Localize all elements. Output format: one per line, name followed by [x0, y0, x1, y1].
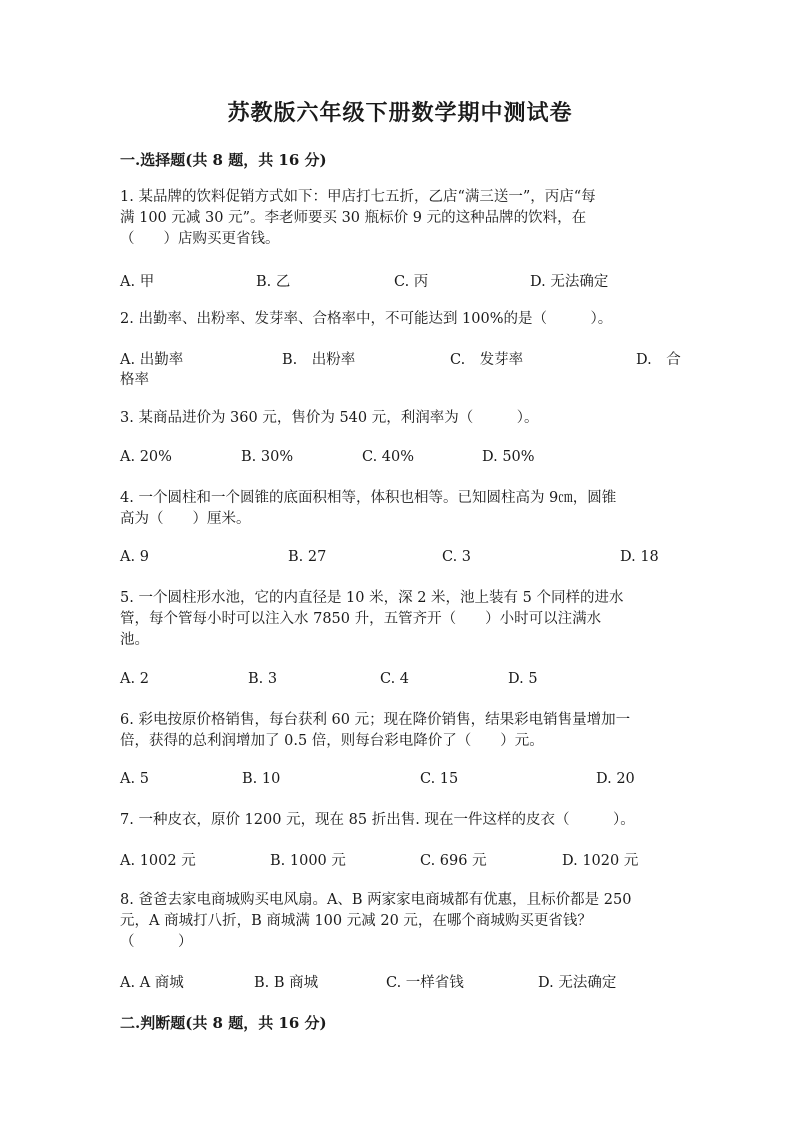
- options-5: [120, 671, 690, 693]
- option-d[interactable]: D. 20: [596, 771, 635, 787]
- question-4: [120, 488, 682, 530]
- section-heading-judgement: 二.判断题(共 8 题，共 16 分): [120, 1014, 327, 1032]
- page-title: 苏教版六年级下册数学期中测试卷: [227, 100, 573, 126]
- options-7: [120, 849, 690, 871]
- option-b[interactable]: B. 30%: [241, 449, 294, 465]
- options-6: [120, 771, 690, 793]
- option-a[interactable]: A. 2: [120, 671, 149, 687]
- options-2: [120, 348, 690, 370]
- option-d[interactable]: D. 合: [636, 352, 681, 368]
- question-line: （ ）: [120, 934, 193, 950]
- question-line: 池。: [120, 632, 149, 648]
- options-3: [120, 449, 690, 471]
- option-c[interactable]: C. 发芽率: [450, 352, 524, 368]
- option-c[interactable]: C. 4: [380, 671, 410, 687]
- question-7: [120, 810, 682, 831]
- option-d[interactable]: D. 1020 元: [562, 853, 639, 869]
- question-line: 元，A 商城打八折，B 商城满 100 元减 20 元，在哪个商城购买更省钱？: [120, 913, 592, 929]
- option-d[interactable]: D. 无法确定: [538, 975, 617, 991]
- question-8: [120, 890, 682, 953]
- question-6: [120, 710, 682, 752]
- option-b[interactable]: B. 10: [242, 771, 281, 787]
- option-c[interactable]: C. 696 元: [420, 853, 487, 869]
- question-line: 3. 某商品进价为 360 元，售价为 540 元，利润率为（ ）。: [120, 410, 539, 426]
- question-2: [120, 309, 682, 330]
- option-b[interactable]: B. 乙: [256, 274, 291, 290]
- option-d[interactable]: D. 50%: [482, 449, 535, 465]
- option-c[interactable]: C. 丙: [394, 274, 429, 290]
- question-1: [120, 187, 682, 250]
- question-line: 8. 爸爸去家电商城购买电风扇。A、B 两家家电商城都有优惠，且标价都是 250: [120, 892, 632, 908]
- option-a[interactable]: A. 20%: [120, 449, 172, 465]
- options-4: [120, 549, 690, 571]
- question-line: 高为（ ）厘米。: [120, 511, 251, 527]
- question-line: 4. 一个圆柱和一个圆锥的底面积相等，体积也相等。已知圆柱高为 9㎝，圆锥: [120, 490, 617, 506]
- question-line: 管，每个管每小时可以注入水 7850 升，五管齐开（ ）小时可以注满水: [120, 611, 602, 627]
- option-d[interactable]: D. 无法确定: [530, 274, 609, 290]
- option-a[interactable]: A. 出勤率: [120, 352, 184, 368]
- option-c[interactable]: C. 40%: [362, 449, 415, 465]
- option-a[interactable]: A. 1002 元: [120, 853, 196, 869]
- option-c[interactable]: C. 3: [442, 549, 472, 565]
- option-a[interactable]: A. 5: [120, 771, 149, 787]
- question-line: 满 100 元减 30 元”。李老师要买 30 瓶标价 9 元的这种品牌的饮料，在: [120, 210, 587, 226]
- question-line: 6. 彩电按原价格销售，每台获利 60 元；现在降价销售，结果彩电销售量增加一: [120, 712, 631, 728]
- options-8: [120, 971, 690, 993]
- option-d[interactable]: D. 5: [508, 671, 538, 687]
- question-line: 7. 一种皮衣，原价 1200 元，现在 85 折出售. 现在一件这样的皮衣（ ）。: [120, 812, 635, 828]
- option-b[interactable]: B. 27: [288, 549, 327, 565]
- option-c[interactable]: C. 15: [420, 771, 459, 787]
- option-d[interactable]: D. 18: [620, 549, 659, 565]
- option-c[interactable]: C. 一样省钱: [386, 975, 464, 991]
- question-line: （ ）店购买更省钱。: [120, 231, 280, 247]
- question-line: 1. 某品牌的饮料促销方式如下：甲店打七五折，乙店“满三送一”，丙店“每: [120, 189, 596, 205]
- section-heading-choice: 一.选择题(共 8 题，共 16 分): [120, 151, 327, 169]
- question-line: 2. 出勤率、出粉率、发芽率、合格率中，不可能达到 100%的是（ ）。: [120, 311, 613, 327]
- options-1: [120, 270, 690, 292]
- option-d-wrap: 格率: [120, 372, 149, 388]
- option-b[interactable]: B. 1000 元: [270, 853, 346, 869]
- question-line: 5. 一个圆柱形水池，它的内直径是 10 米，深 2 米，池上装有 5 个同样的进水: [120, 590, 624, 606]
- option-b[interactable]: B. B 商城: [254, 975, 319, 991]
- option-a[interactable]: A. 甲: [120, 274, 155, 290]
- question-line: 倍，获得的总利润增加了 0.5 倍，则每台彩电降价了（ ）元。: [120, 733, 544, 749]
- option-a[interactable]: A. A 商城: [120, 975, 184, 991]
- option-a[interactable]: A. 9: [120, 549, 149, 565]
- question-5: [120, 588, 682, 651]
- option-b[interactable]: B. 出粉率: [282, 352, 356, 368]
- option-b[interactable]: B. 3: [248, 671, 278, 687]
- question-3: [120, 408, 682, 429]
